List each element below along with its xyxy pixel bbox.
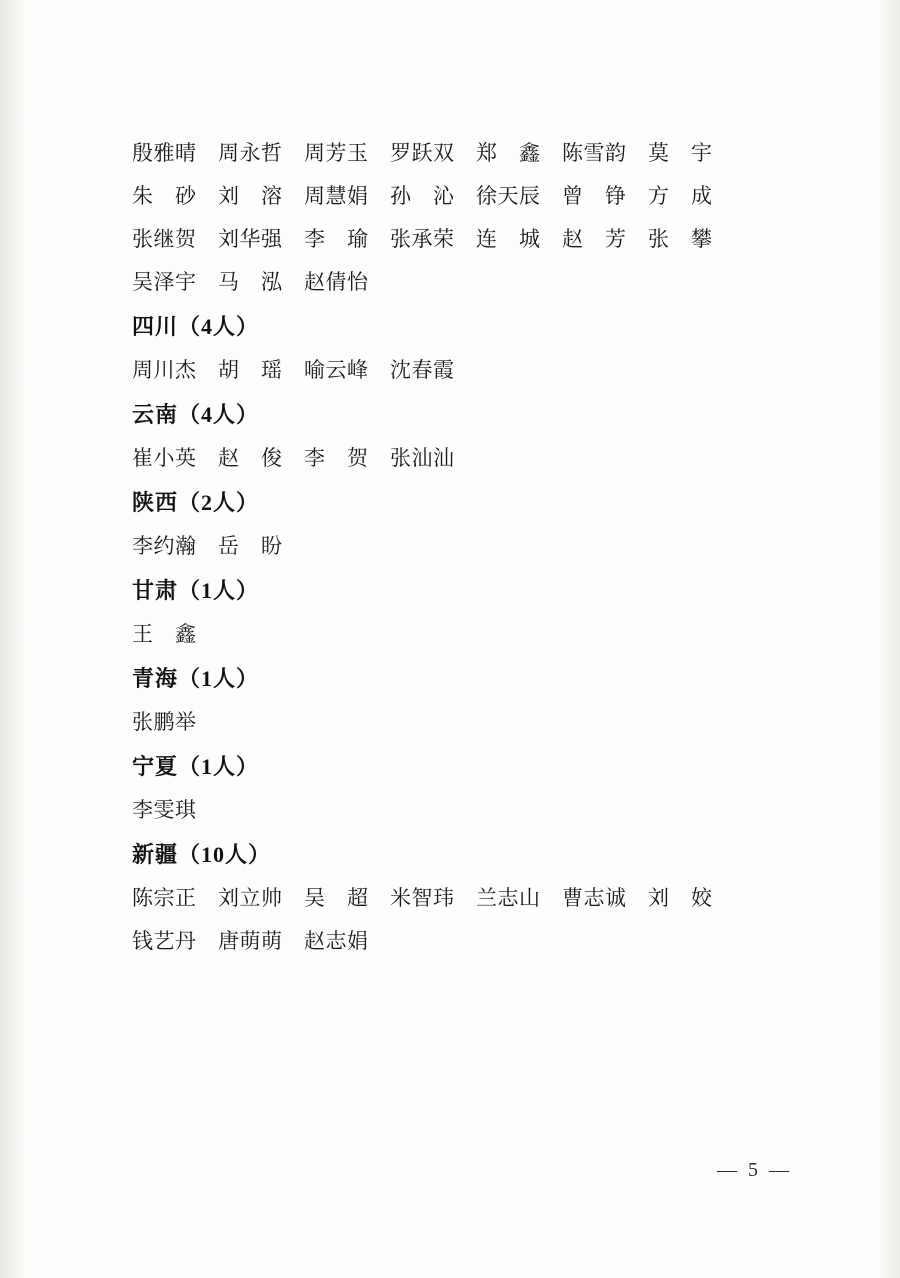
name-line: 李约瀚 岳 盼 [132, 534, 283, 558]
province-group-yunnan [132, 393, 792, 480]
name-line: 周川杰 胡 瑶 喻云峰 沈春霞 [132, 358, 455, 382]
name-line: 钱艺丹 唐萌萌 赵志娟 [132, 929, 369, 953]
name-line: 吴泽宇 马 泓 赵倩怡 [132, 270, 369, 294]
province-heading: 新疆（10人） [132, 842, 272, 867]
name-line: 陈宗正 刘立帅 吴 超 米智玮 兰志山 曹志诚 刘 姣 [132, 886, 713, 910]
province-heading: 四川（4人） [132, 314, 260, 339]
province-group-ningxia [132, 745, 792, 832]
province-group-qinghai [132, 657, 792, 744]
province-heading: 云南（4人） [132, 402, 260, 427]
province-heading: 青海（1人） [132, 666, 260, 691]
province-group-gansu [132, 569, 792, 656]
name-line: 王 鑫 [132, 622, 197, 646]
name-line: 殷雅晴 周永哲 周芳玉 罗跃双 郑 鑫 陈雪韵 莫 宇 [132, 141, 713, 165]
province-heading: 宁夏（1人） [132, 754, 260, 779]
province-group-shaanxi [132, 481, 792, 568]
name-line: 朱 砂 刘 溶 周慧娟 孙 沁 徐天辰 曾 铮 方 成 [132, 184, 713, 208]
name-block-continued [132, 132, 792, 304]
province-heading: 陕西（2人） [132, 490, 260, 515]
name-line: 崔小英 赵 俊 李 贺 张汕汕 [132, 446, 455, 470]
province-group-sichuan [132, 305, 792, 392]
document-body [132, 132, 792, 963]
province-heading: 甘肃（1人） [132, 578, 260, 603]
name-line: 李雯琪 [132, 798, 197, 822]
name-line: 张鹏举 [132, 710, 197, 734]
page-number: — 5 — [717, 1159, 792, 1181]
province-group-xinjiang [132, 833, 792, 963]
name-line: 张继贺 刘华强 李 瑜 张承荣 连 城 赵 芳 张 攀 [132, 227, 713, 251]
